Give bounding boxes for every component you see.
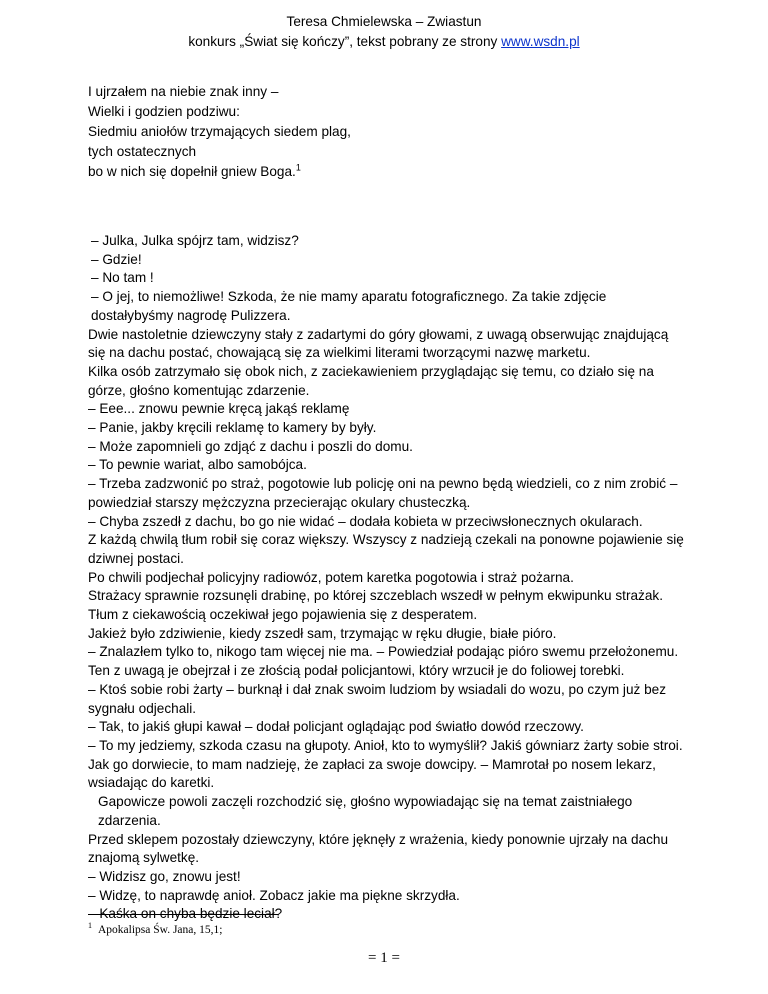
- paragraph: Kilka osób zatrzymało się obok nich, z zaciekawieniem przyglądając się temu, co działo się na górze, głośno komentując zdarzenie.: [88, 363, 654, 398]
- dialogue-line: – Eee... znowu pewnie kręcą jakąś reklamę: [88, 401, 350, 417]
- dialogue-line: – Widzisz go, znowu jest!: [88, 868, 241, 884]
- poem-line-text: bo w nich się dopełnił gniew Boga.: [88, 164, 296, 179]
- page-header: [0, 12, 768, 52]
- paragraph: Strażacy sprawnie rozsunęli drabinę, po której szczeblach wszedł w pełnym ekwipunku strażak. Tłum z ciekawością oczekiwał jego pojawienia się z desperatem.: [88, 588, 663, 623]
- dialogue-line: – O jej, to niemożliwe! Szkoda, że nie mamy aparatu fotograficznego. Za takie zdjęcie dostałybyśmy nagrodę Pulizzera.: [91, 289, 607, 323]
- footnote-text: Apokalipsa Św. Jana, 15,1;: [98, 924, 223, 936]
- header-source: [0, 32, 768, 52]
- dialogue-line: – Panie, jakby kręcili reklamę to kamery by były.: [88, 420, 377, 436]
- footnote-divider: [88, 914, 278, 915]
- footnote-number: 1: [88, 921, 92, 931]
- dialogue-line: – To my jedziemy, szkoda czasu na głupoty. Anioł, kto to wymyślił? Jakiś gówniarz żarty sobie stroi. Jak go dorwiecie, to mam nadzieję, że zapłaci za swoje dowcipy. – Mamrotał po nosem lekarz, wsiadając do karetki.: [88, 737, 683, 791]
- page-number: = 1 =: [368, 950, 400, 966]
- poem-line: Wielki i godzien podziwu:: [88, 104, 240, 119]
- poem-epigraph: [88, 82, 688, 182]
- poem-line: [88, 162, 688, 182]
- dialogue-line: – Tak, to jakiś głupi kawał – dodał policjant oglądając pod światło dowód rzeczowy.: [88, 719, 584, 735]
- dialogue-line: – Trzeba zadzwonić po straż, pogotowie lub policję oni na pewno będą wiedzieli, co z nim zrobić – powiedział starszy mężczyzna przecierając okulary chusteczką.: [88, 476, 678, 510]
- dialogue-line: – Ktoś sobie robi żarty – burknął i dał znak swoim ludziom by wsiadali do wozu, po czym już bez sygnału odjechali.: [88, 681, 666, 716]
- poem-line: tych ostatecznych: [88, 144, 197, 159]
- paragraph: Ten z uwagą je obejrzał i ze złością podał policjantowi, który wrzucił je do foliowej torebki.: [88, 663, 625, 679]
- poem-line: Siedmiu aniołów trzymających siedem plag,: [88, 124, 351, 139]
- dialogue-line: – Może zapomnieli go zdjąć z dachu i poszli do domu.: [88, 438, 413, 454]
- dialogue-line: – Znalazłem tylko to, nikogo tam więcej nie ma. – Powiedział podając pióro swemu przełożonemu.: [88, 644, 679, 660]
- dialogue-line: – Widzę, to naprawdę anioł. Zobacz jakie ma piękne skrzydła.: [88, 887, 460, 903]
- poem-line: I ujrzałem na niebie znak inny –: [88, 84, 279, 99]
- paragraph: Z każdą chwilą tłum robił się coraz większy. Wszyscy z nadzieją czekali na ponowne pojawienie się dziwnej postaci.: [88, 532, 684, 566]
- story-text: [88, 232, 688, 924]
- paragraph: Gapowicze powoli zaczęli rozchodzić się, głośno wypowiadając się na temat zaistniałego zdarzenia.: [98, 794, 633, 828]
- paragraph: Przed sklepem pozostały dziewczyny, które jęknęły z wrażenia, kiedy ponownie ujrzały na dachu znajomą sylwetkę.: [88, 831, 669, 866]
- footnote-reference[interactable]: 1: [295, 162, 301, 173]
- header-source-text: konkurs „Świat się kończy”, tekst pobrany ze strony: [188, 34, 502, 49]
- header-title: Teresa Chmielewska – Zwiastun: [286, 14, 482, 29]
- dialogue-line: – To pewnie wariat, albo samobójca.: [88, 457, 307, 473]
- dialogue-line: – Kaśka on chyba będzie leciał?: [88, 906, 283, 922]
- paragraph: Dwie nastoletnie dziewczyny stały z zadartymi do góry głowami, z uwagą obserwując znajdującą się na dachu postać, chowającą się za wielkimi literami tworzącymi nazwę marketu.: [88, 326, 669, 361]
- dialogue-line: – Chyba zszedł z dachu, bo go nie widać – dodała kobieta w przeciwsłonecznych okularach.: [88, 513, 643, 529]
- dialogue-line: – No tam !: [91, 270, 154, 286]
- dialogue-line: – Gdzie!: [91, 251, 142, 267]
- footnote: [88, 923, 222, 937]
- source-link[interactable]: www.wsdn.pl: [501, 34, 580, 49]
- paragraph: Jakież było zdziwienie, kiedy zszedł sam, trzymając w ręku długie, białe pióro.: [88, 625, 557, 641]
- paragraph: Po chwili podjechał policyjny radiowóz, potem karetka pogotowia i straż pożarna.: [88, 569, 574, 585]
- dialogue-line: – Julka, Julka spójrz tam, widzisz?: [91, 233, 299, 248]
